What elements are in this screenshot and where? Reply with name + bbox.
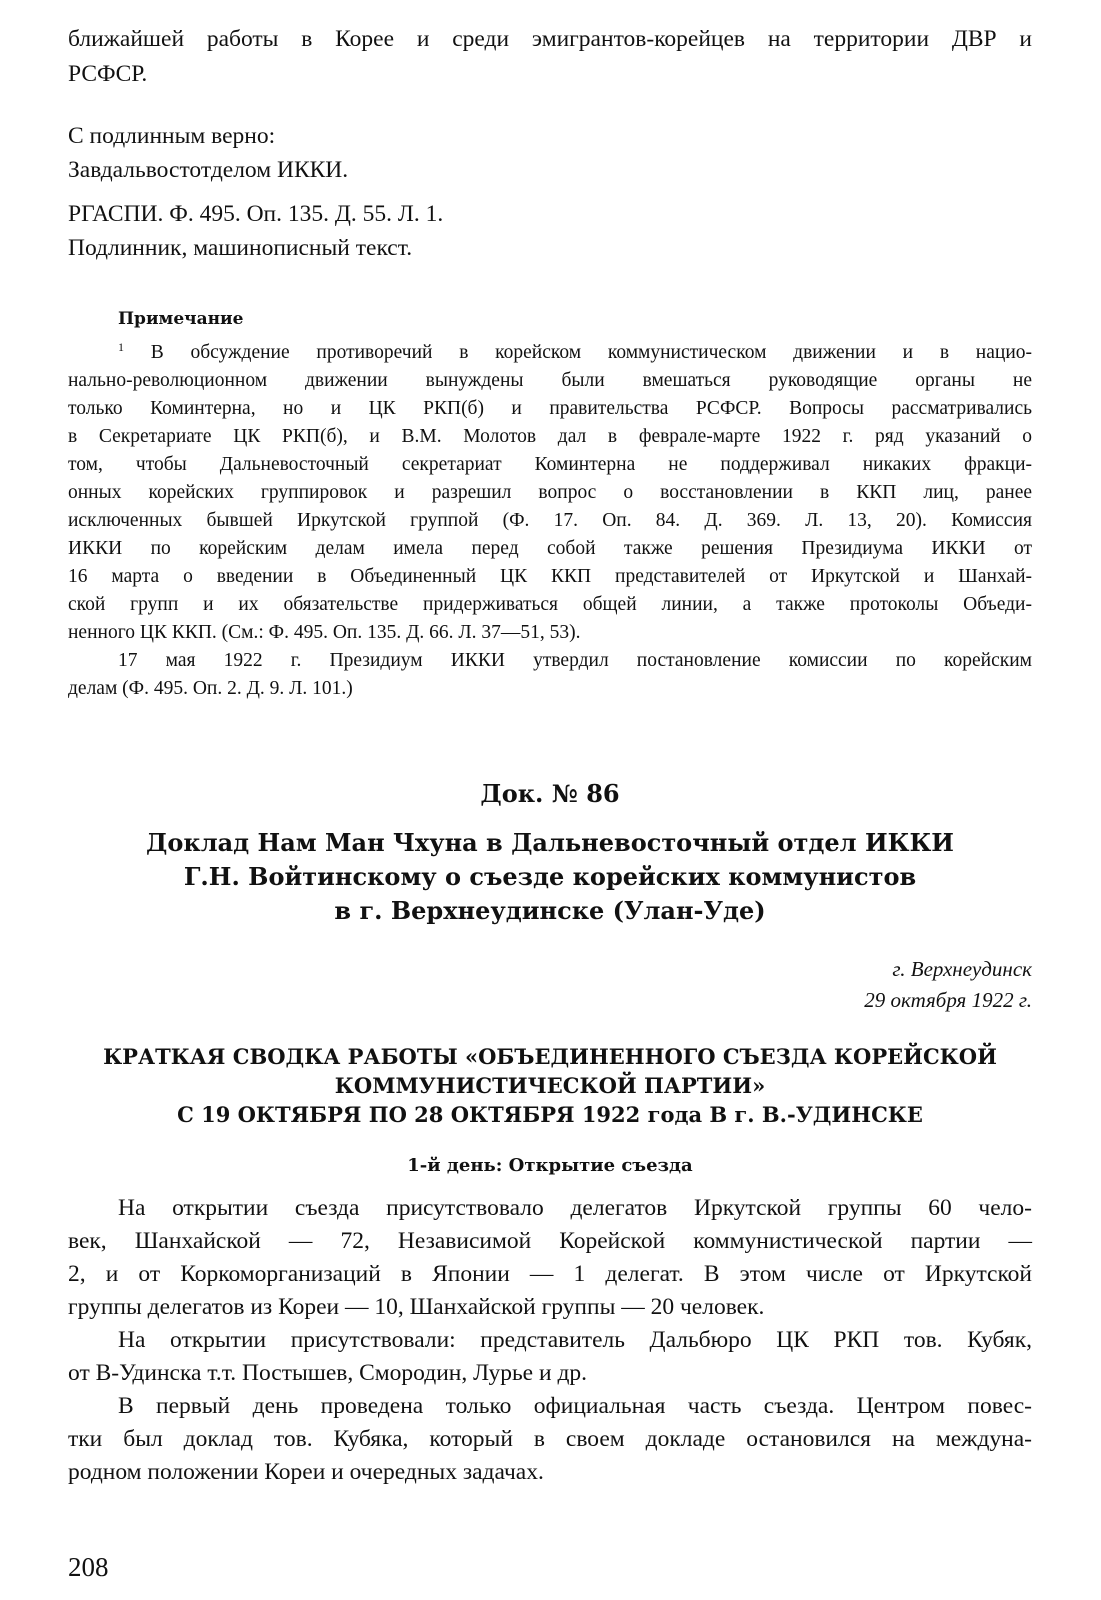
text-line: нально-революционном движении вынуждены были вмешаться руководящие органы не bbox=[68, 370, 1032, 391]
page-content bbox=[68, 22, 1032, 1489]
date: 29 октября 1922 г. bbox=[864, 988, 1032, 1012]
footnote-mark: 1 bbox=[118, 340, 124, 354]
text-line: в Секретариате ЦК РКП(б), и В.М. Молотов дал в феврале-марте 1922 г. ряд указаний о bbox=[68, 426, 1032, 447]
text-line: На открытии съезда присутствовало делегатов Иркутской группы 60 чело- bbox=[118, 1195, 1032, 1221]
text-line: ненного ЦК ККП. (См.: Ф. 495. Оп. 135. Д. 66. Л. 37—51, 53). bbox=[68, 622, 581, 643]
note-paragraph bbox=[68, 647, 1032, 703]
text-line: РСФСР. bbox=[68, 61, 148, 87]
archive-line: РГАСПИ. Ф. 495. Оп. 135. Д. 55. Л. 1. bbox=[68, 201, 444, 227]
body-paragraph bbox=[68, 1324, 1032, 1390]
certification-line: Завдальвостотделом ИККИ. bbox=[68, 157, 349, 183]
text-line: ближайшей работы в Корее и среди эмигрантов-корейцев на территории ДВР и bbox=[68, 26, 1032, 52]
place: г. Верхнеудинск bbox=[892, 957, 1032, 981]
text-line: группы делегатов из Кореи — 10, Шанхайской группы — 20 человек. bbox=[68, 1294, 765, 1320]
text-line: На открытии присутствовали: представитель Дальбюро ЦК РКП тов. Кубяк, bbox=[118, 1327, 1032, 1353]
summary-title bbox=[68, 1042, 1032, 1129]
archive-line: Подлинник, машинописный текст. bbox=[68, 235, 413, 261]
text-line: 2, и от Коркоморганизаций в Японии — 1 делегат. В этом числе от Иркутской bbox=[68, 1261, 1032, 1287]
note-heading: Примечание bbox=[118, 309, 244, 329]
note-paragraph bbox=[68, 339, 1032, 647]
text-line: от В-Удинска т.т. Постышев, Смородин, Лурье и др. bbox=[68, 1360, 588, 1386]
title-line: Г.Н. Войтинскому о съезде корейских коммунистов bbox=[183, 862, 917, 891]
text-line: онных корейских группировок и разрешил вопрос о восстановлении в ККП лиц, ранее bbox=[68, 482, 1032, 503]
certification-line: С подлинным верно: bbox=[68, 123, 276, 149]
title-line: Доклад Нам Ман Чхуна в Дальневосточный отдел ИККИ bbox=[146, 828, 954, 857]
text-line: исключенных бывшей Иркутской группой (Ф. 17. Оп. 84. Д. 369. Л. 13, 20). Комиссия bbox=[68, 510, 1032, 531]
archive-reference bbox=[68, 197, 1032, 265]
summary-title-line: КРАТКАЯ СВОДКА РАБОТЫ «ОБЪЕДИНЕННОГО СЪЕЗДА КОРЕЙСКОЙ bbox=[103, 1044, 997, 1069]
text-line: том, чтобы Дальневосточный секретариат Коминтерна не поддерживал никаких фракци- bbox=[68, 454, 1032, 475]
document-number: Док. № 86 bbox=[480, 779, 620, 808]
body-paragraph bbox=[68, 1192, 1032, 1324]
title-line: в г. Верхнеудинске (Улан-Уде) bbox=[334, 896, 766, 925]
place-date bbox=[68, 954, 1032, 1016]
text-line: 17 мая 1922 г. Президиум ИККИ утвердил постановление комиссии по корейским bbox=[118, 650, 1032, 671]
certification bbox=[68, 119, 1032, 187]
text-line: $^1$ В обсуждение противоречий в корейском коммунистическом движении и в нацио- bbox=[118, 340, 1032, 363]
text-line: делам (Ф. 495. Оп. 2. Д. 9. Л. 101.) bbox=[68, 678, 353, 699]
page-number: 208 bbox=[68, 1552, 109, 1582]
text-line: только Коминтерна, но и ЦК РКП(б) и правительства РСФСР. Вопросы рассматривались bbox=[68, 398, 1032, 419]
text-line: век, Шанхайской — 72, Независимой Корейской коммунистической партии — bbox=[68, 1228, 1032, 1254]
document-title bbox=[68, 826, 1032, 928]
text-line: родном положении Кореи и очередных задачах. bbox=[68, 1459, 544, 1485]
text-line: тки был доклад тов. Кубяка, который в своем докладе остановился на междуна- bbox=[68, 1426, 1032, 1452]
summary-title-line: КОММУНИСТИЧЕСКОЙ ПАРТИИ» bbox=[334, 1073, 766, 1098]
body-paragraph bbox=[68, 1390, 1032, 1489]
summary-title-line: С 19 ОКТЯБРЯ ПО 28 ОКТЯБРЯ 1922 года В г. В.-УДИНСКЕ bbox=[177, 1102, 923, 1127]
text-line: ской групп и их обязательстве придерживаться общей линии, а также протоколы Объеди- bbox=[68, 594, 1032, 615]
top-paragraph bbox=[68, 22, 1032, 92]
day1-heading: 1-й день: Открытие съезда bbox=[407, 1155, 693, 1176]
text-line: В первый день проведена только официальная часть съезда. Центром повес- bbox=[118, 1393, 1032, 1419]
text-line: 16 марта о введении в Объединенный ЦК ККП представителей от Иркутской и Шанхай- bbox=[68, 566, 1032, 587]
text-line: ИККИ по корейским делам имела перед собой также решения Президиума ИККИ от bbox=[68, 538, 1032, 559]
